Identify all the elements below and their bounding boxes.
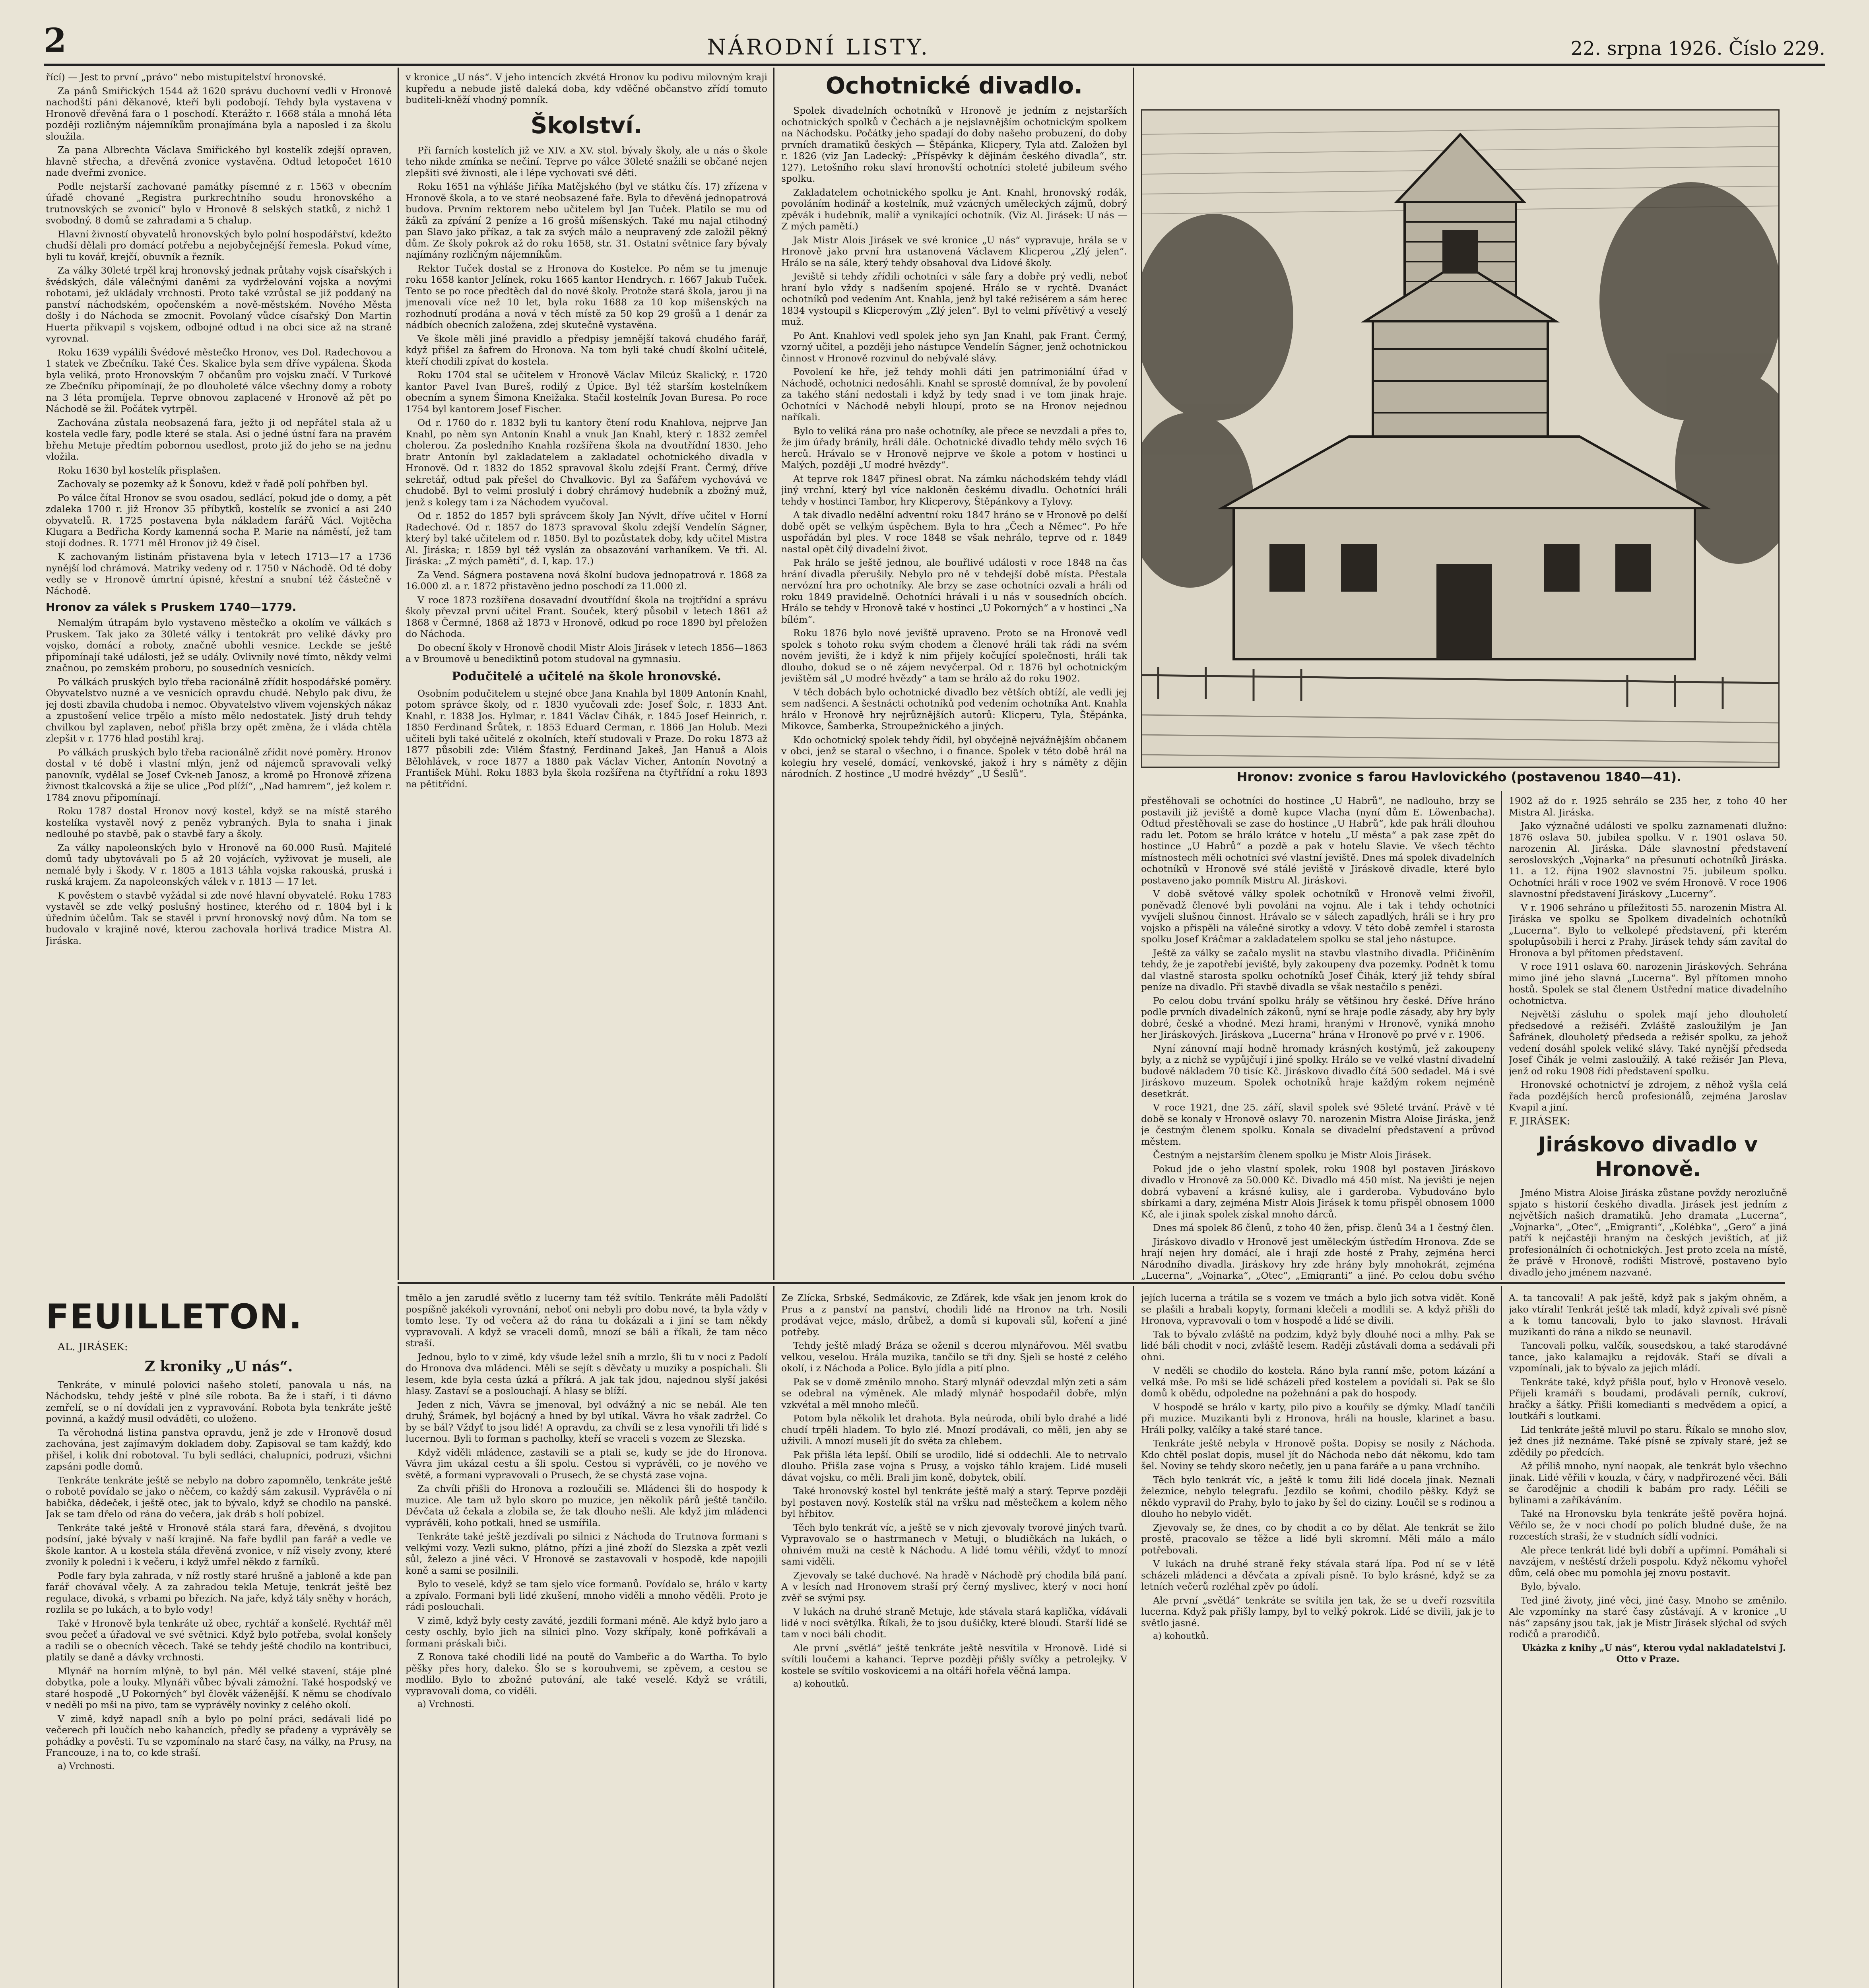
paragraph: Největší zásluhu o spolek mají jeho dlouholetí předsedové a režiséři. Zvláště zasloužilým je Jan Šafránek, dlouholetý předseda a režisér spolku, za jehož vedení dosáhl spolek veliké slávy. Také nynější předseda Josef Čihák je velmi zasloužilý. A také režisér Jan Pleva, jenž od roku 1908 řídí představení spolku.	[1509, 1009, 1787, 1077]
paragraph: Ale první „světlá“ ještě tenkráte ještě nesvítila v Hronově. Lidé si svítili loučemi a kahanci. Teprve později přišly svíčky a petrolejky. V kostele se svítilo voskovicemi a na oltáři hořela věčná lampa.	[781, 1642, 1127, 1676]
paragraph: Pak hrálo se ještě jednou, ale bouřlivé události v roce 1848 na čas hrání divadla přerušily. Nebylo pro ně v tehdejší době místa. Přestala nervózní hra pro ochotníky. Ale brzy se zase ochotníci ozvali a hráli od roku 1849 pravidelně. Ochotníci hrávali i u nás v sousedních obcích. Hrálo se tehdy v Hronově také v hostinci „U Pokorných“ a v hostinci „Na bílém“.	[781, 557, 1127, 625]
paragraph: Také hronovský kostel byl tenkráte ještě malý a starý. Teprve později byl postaven nový. Kostelík stál na vršku nad městečkem a kolem něho byl hřbitov.	[781, 1485, 1127, 1519]
paragraph: Do obecní školy v Hronově chodil Mistr Alois Jirásek v letech 1856—1863 a v Broumově u benediktinů potom studoval na gymnasiu.	[406, 642, 767, 664]
feuilleton-column-5	[1509, 1292, 1787, 1988]
column-4	[1141, 795, 1495, 1280]
paragraph: Jeden z nich, Vávra se jmenoval, byl odvážný a nic se nebál. Ale ten druhý, Šrámek, byl bojácný a hned by byl utíkal. Vávra ho však zadržel. Co by se bál? Vždyť to jsou lidé! A opravdu, za chvíli se z lesa vynořili tři lidé s lucernou. Byli to forman s pacholky, kteří se vraceli s vozem ze Slezska.	[406, 1399, 767, 1444]
column-rule	[773, 1286, 774, 1988]
footnote: a) kohoutků.	[1153, 1631, 1209, 1641]
paragraph: Pak se v domě změnilo mnoho. Starý mlynář odevzdal mlýn zeti a sám se odebral na výměnek. Ale mladý mlynář hospodařil dobře, mlýn vzkvétal a měl mnoho mlečů.	[781, 1376, 1127, 1410]
paragraph: K zachovaným listinám přistavena byla v letech 1713—17 a 1736 nynější lod chrámová. Matriky vedeny od r. 1750 v Náchodě. Od té doby vedly se v Hronově úmrtní úpisné, křestní a snubní též částečně v Náchodě.	[46, 551, 392, 596]
paragraph: V r. 1906 sehráno u příležitosti 55. narozenin Mistra Al. Jiráska ve spolku se Spolkem divadelních ochotníků „Lucerna“. Bylo to velkolepé představení, při kterém spolupůsobili i herci z Prahy. Jirásek tehdy sám zavítal do Hronova a byl přítomen představení.	[1509, 902, 1787, 959]
paragraph: Také v Hronově byla tenkráte už obec, rychtář a konšelé. Rychtář měl svou pečeť a úřadoval ve své světnici. Když bylo potřeba, svolal konšely a radili se o obecních věcech. Také se tehdy ještě chodilo na kontribuci, platily se daně a dávky vrchnosti.	[46, 1617, 392, 1663]
paragraph: Za Vend. Ságnera postavena nová školní budova jednopatrová r. 1868 za 16.000 zl. a r. 1872 přistavěno jedno poschodí za 11.000 zl.	[406, 569, 767, 592]
paragraph: Zjevovaly se, že dnes, co by chodit a co by dělat. Ale tenkrát se žilo prostě, pracovalo se těžce a lidé byli skromní. Měli málo a málo potřebovali.	[1141, 1522, 1495, 1556]
paragraph: Zjevovaly se také duchové. Na hradě v Náchodě prý chodila bílá paní. A v lesích nad Hronovem straší prý černý myslivec, který v noci honí zvěř se svými psy.	[781, 1569, 1127, 1604]
paragraph: Těch bylo tenkrát víc, a ještě se v nich zjevovaly tvorové jiných tvarů. Vypravovalo se o hastrmanech v Metuji, o bludičkách na lukách, o ohnivém muži na cestě k Náchodu. A lidé tomu věřili, vždyť to mnozí sami viděli.	[781, 1522, 1127, 1567]
paragraph: Po celou dobu trvání spolku hrály se většinou hry české. Dříve hráno podle prvních divadelních zákonů, nyní se hraje podle zásady, aby hry byly dobré, české a vhodné. Mezi hrami, hranými v Hronově, vyniká mnoho her Jiráskových. Jiráskova „Lucerna“ hrána v Hronově po prvé v r. 1906.	[1141, 995, 1495, 1040]
paragraph: Potom byla několik let drahota. Byla neúroda, obilí bylo drahé a lidé chudí trpěli hladem. To bylo zlé. Mnozí prodávali, co měli, jen aby se uživili. A mnozí museli jít do světa za chlebem.	[781, 1413, 1127, 1446]
column-rule	[1133, 68, 1134, 1280]
paragraph: Jiráskovo divadlo v Hronově jest uměleckým ústředím Hronova. Zde se hrají nejen hry domácí, ale i hrají zde hosté z Prahy, zejména herci Národního divadla. Jiráskovy hry zde hrány byly mnohokrát, zejména „Lucerna“, „Vojnarka“, „Otec“, „Emigranti“ a jiné. Po celou dobu svého	[1141, 1236, 1495, 1280]
paragraph: Také na Hronovsku byla tenkráte ještě pověra hojná. Věřilo se, že v noci chodí po polích bludné duše, že na rozcestích straší, že v studních sídlí vodníci.	[1509, 1508, 1787, 1542]
footnote: a) Vrchnosti.	[58, 1761, 115, 1771]
paragraph: Bylo to veliká rána pro naše ochotníky, ale přece se nevzdali a přes to, že jim úřady bránily, hráli dále. Ochotnické divadlo tehdy mělo svých 16 herců. Hrávalo se v Hronově nejprve ve škole a potom v hostinci u Malých, později „U modré hvězdy“.	[781, 425, 1127, 470]
paragraph: K pověstem o stavbě vyžádal si zde nové hlavní obyvatelé. Roku 1783 vystavěl se zde velký poslušný hostinec, kterého od r. 1804 byl i k úředním účelům. Tak se stavěl i první hronovský nový dům. Na tom se budovalo v krajině nové, kterou zachovala horlivá tradice Mistra Al. Jiráska.	[46, 889, 392, 946]
paragraph: Po Ant. Knahlovi vedl spolek jeho syn Jan Knahl, pak Frant. Čermý, vzorný učitel, a později jeho nástupce Vendelín Ságner, jenž ochotnickou činnost v Hronově rozvinul do nebývalé slávy.	[781, 330, 1127, 364]
section-heading: Ochotnické divadlo.	[825, 72, 1083, 99]
photo-caption: Hronov: zvonice s farou Havlovického (postavenou 1840—41).	[1236, 769, 1682, 784]
paragraph: Podle nejstarší zachované památky písemné z r. 1563 v obecním úřadě chované „Registra purkrechtního soudu hronovského a trutnovských se zvonicí“ bylo v Hronově 8 selských statků, z nichž 1 svobodný. 8 domů se zahradami a 5 chalup.	[46, 181, 392, 226]
paragraph: A tak divadlo nedělní adventní roku 1847 hráno se v Hronově po delší době opět se velkým úspěchem. Byla to hra „Čech a Němec“. Po hře uspořádán byl ples. V roce 1848 se však nehrálo, teprve od r. 1849 nastal opět čilý divadelní život.	[781, 509, 1127, 555]
paragraph: Ještě za války se začalo myslit na stavbu vlastního divadla. Přičiněním tehdy, že je zapotřebí jeviště, byly zakoupeny dva pozemky. Podnět k tomu dal vlastně starosta spolku ochotníků Josef Čihák, který již tehdy sbíral peníze na divadlo. Při stavbě divadla se však nestačilo s penězi.	[1141, 947, 1495, 992]
feuilleton-column-4	[1141, 1292, 1495, 1988]
story-title: Z kroniky „U nás“.	[144, 1358, 293, 1375]
paragraph: Ted jiné životy, jiné věci, jiné časy. Mnoho se změnilo. Ale vzpomínky na staré časy zůstávají. A v kronice „U nás“ zapsány jsou tak, jak je Mistr Jirásek slýchal od svých rodičů a prarodičů.	[1509, 1594, 1787, 1640]
paragraph: Roku 1630 byl kostelík přisplašen.	[58, 464, 221, 476]
paragraph: Zakladatelem ochotnického spolku je Ant. Knahl, hronovský rodák, povoláním hodinář a kostelník, muž vzácných uměleckých zájmů, dobrý zpěvák i hudebník, malíř a vynikající ochotník. (Viz Al. Jirásek: U nás — Z mých pamětí.)	[781, 186, 1127, 232]
feuilleton-column-2	[406, 1292, 767, 1988]
paragraph: Tehdy ještě mladý Bráza se oženil s dcerou mlynářovou. Měl svatbu velkou, veselou. Hrála muzika, tančilo se tři dny. Sjeli se hosté z celého okolí, i z Náchoda a Police. Bylo jídla a pití plno.	[781, 1340, 1127, 1374]
paragraph: Až příliš mnoho, nyní naopak, ale tenkrát bylo všechno jinak. Lidé věřili v kouzla, v čáry, v nadpřirozené věci. Báli se čarodějnic a chodili k babám pro rady. Léčili se bylinami a zaříkáváním.	[1509, 1460, 1787, 1506]
paragraph: Bylo to veselé, když se tam sjelo více formanů. Povídalo se, hrálo v karty a zpívalo. Formani byli lidé zkušení, mnoho viděli a mnoho věděli. Proto je rádi poslouchali.	[406, 1578, 767, 1612]
paragraph: Zachovaly se pozemky až k Šonovu, kdež v řadě polí pohřben byl.	[58, 478, 368, 489]
paragraph: Mlynář na horním mlýně, to byl pán. Měl velké stavení, stáje plné dobytka, pole a louky. Mlynáři vůbec bývali zámožní. Také hospodský ve staré hospodě „U Pokorných“ byl člověk váženější. K němu se chodívalo v neděli po mši na pivo, tam se vyprávěly novinky z celého okolí.	[46, 1665, 392, 1710]
paragraph: Při farních kostelích již ve XIV. a XV. stol. bývaly školy, ale u nás o škole teho nikde zmínka se nečiní. Teprve po válce 30leté snažili se občané nejen zlepšiti své živnosti, ale i lépe vychovati své děti.	[406, 144, 767, 179]
paragraph: Za války 30leté trpěl kraj hronovský jednak průtahy vojsk císařských i švédských, dále válečnými daněmi za vydrželování vojska a novými robotami, jež ukládaly vrchnosti. Proto také vzrůstal se již poddaný na panství náchodském, opočenském a nově-městském. Nového Města došly i do Náchoda se zmocnit. Povolaný vůdce císařský Don Martin Huerta přikvapil s vojskem, odbojné odtud i na obci sice až na straně vyrovnal.	[46, 265, 392, 344]
paragraph: Zachována zůstala neobsazená fara, ježto ji od nepřátel stala až u kostela vedle fary, podle které se stala. Asi o jedné ústní fara na pravém břehu Metuje předtím pobornou usedlost, proto již do jeho se na jednu vložila.	[46, 417, 392, 462]
paragraph: V zimě, když napadl sníh a bylo po polní práci, sedávali lidé po večerech při loučích nebo kahancích, předly se přadeny a vyprávěly se pohádky a pověsti. Tu se vzpomínalo na staré časy, na války, na Prusy, na Francouze, i na to, co kde straší.	[46, 1713, 392, 1758]
paragraph: Roku 1704 stal se učitelem v Hronově Václav Milcúz Skalický, r. 1720 kantor Pavel Ivan Bureš, rodilý z Úpice. Byl též starším kostelníkem obecním a synem Šimona Kneižaka. Stačil kostelník Jovan Buresa. Po roce 1754 byl kantorem Josef Fischer.	[406, 369, 767, 415]
paragraph: Tenkráte tenkráte ještě se nebylo na dobro zapomnělo, tenkráte ještě o robotě povídalo se jako o něčem, co každý sám zakusil. Vyprávěla o ní babička, dědeček, i ještě otec, jak to bývalo, když se chodilo na panské. Jak se tam dřelo od rána do večera, jak dráb s holí pobízel.	[46, 1474, 392, 1520]
paragraph: V roce 1911 oslava 60. narozenin Jiráskových. Sehrána mimo jiné jeho slavná „Lucerna“. Byl přítomen mnoho hostů. Spolek se stal členem Ústřední matice divadelního ochotnictva.	[1509, 961, 1787, 1006]
paragraph: Jeviště si tehdy zřídili ochotníci v sále fary a dobře prý vedli, neboť hraní bylo vždy s nadšením spojené. Hrálo se v rychtě. Dvanáct ochotníků pod vedením Ant. Knahla, jenž byl také režisérem a sám herec 1834 vystoupil s Klicperovým „Zlý jelen“. Byl to velmi přívětivý a veselý muž.	[781, 271, 1127, 327]
paragraph: Podle fary byla zahrada, v níž rostly staré hrušně a jabloně a kde pan farář chovával včely. A za zahradou tekla Metuje, tenkrát ještě bez regulace, divoká, s vrbami po březích. Na jaře, když tály sněhy v horách, rozlila se po lukách, a to bylo vody!	[46, 1570, 392, 1615]
paragraph: Pokud jde o jeho vlastní spolek, roku 1908 byl postaven Jiráskovo divadlo v Hronově za 50.000 Kč. Divadlo má 450 míst. Na jevišti je nejen dobrá vybavení a krásné kulisy, ale i garderoba. Vybudováno bylo sbírkami a dary, zejména Mistr Alois Jirásek k tomu přispěl obnosem 1000 Kč, ale i jinak spolek získal mnoho dárců.	[1141, 1163, 1495, 1220]
paragraph: A. ta tancovali! A pak ještě, když pak s jakým ohněm, a jako vtírali! Tenkrát ještě tak mladí, když zpívali své písně a k tomu tancovali, bylo to jako slavnost. Hrávali muzikanti do rána a nikdo se neunavil.	[1509, 1292, 1787, 1338]
paragraph: řící) — Jest to první „právo“ nebo mistupitelství hronovské.	[46, 72, 326, 83]
feuilleton-column-3	[781, 1292, 1127, 1988]
paragraph: přestěhovali se ochotníci do hostince „U Habrů“, ne nadlouho, brzy se postavili již jeviště a domě kupce Vlacha (nyní dům E. Löwenbacha). Odtud přestěhovali se zase do hostince „U Habrů“, kde pak hráli dlouhou radu let. Potom se hrálo krátce v hotelu „U města“ a pak zase zpět do hostince „U Habrů“ a pozdě a pak v hotelu Slavie. Ve všech těchto místnostech měli ochotníci své vlastní jeviště. Dnes má spolek divadelních ochotníků v Hronově své stálé jeviště v Jiráskově divadle, které bylo postaveno jako pomník Mistru Al. Jiráskovi.	[1141, 795, 1495, 886]
paragraph: V době světové války spolek ochotníků v Hronově velmi živořil, poněvadž členové byli povoláni na vojnu. Ale i tak i tehdy ochotníci vyvíjeli slušnou činnost. Hrávalo se v sálech zapadlých, hráli se i hry pro vojsko a přispěli na válečné sirotky a vdovy. V této době zemřel i starosta spolku Josef Kráčmar a zakladatelem spolku se stal jeho nástupce.	[1141, 888, 1495, 945]
column-rule	[1501, 791, 1502, 1280]
paragraph: Za chvíli přišli do Hronova a rozloučili se. Mládenci šli do hospody k muzice. Ale tam už bylo skoro po muzice, jen několik párů ještě tančilo. Děvčata už čekala a zlobila se, že tak dlouho nešli. Ale když jim mládenci vyprávěli, koho potkali, hned se usmířila.	[406, 1483, 767, 1528]
paragraph: V zimě, když byly cesty zaváté, jezdili formani méně. Ale když bylo jaro a cesty oschly, bylo jich na silnici plno. Vozy skřípaly, koně pofrkávali a formani práskali biči.	[406, 1615, 767, 1649]
column-rule	[398, 1286, 399, 1988]
paragraph: Jak Mistr Alois Jirásek ve své kronice „U nás“ vypravuje, hrála se v Hronově jako první hra ustanovená Václavem Klicperou „Zlý jelen“. Hrálo se na sále, který tehdy obsahoval dva Lidové školy.	[781, 234, 1127, 268]
footnote: a) Vrchnosti.	[417, 1699, 475, 1709]
column-5	[1509, 795, 1787, 1280]
masthead	[44, 16, 1825, 66]
paragraph: Za pánů Smiřických 1544 až 1620 správu duchovní vedli v Hronově nachodští páni děkanové, kteří byli podobojí. Tehdy byla vystavena v Hronově dřevěná fara o 1 poschodí. Kterážto r. 1668 stála a mnohá léta později rozličným nájemníkům pronajímána byla a naposled i za školu sloužila.	[46, 85, 392, 142]
page-number: 2	[44, 21, 67, 60]
column-rule	[773, 68, 774, 1280]
paragraph: Jméno Mistra Aloise Jiráska zůstane povždy nerozlučně spjato s historií českého divadla. Jirásek jest jedním z největších našich dramatiků. Jeho dramata „Lucerna“, „Vojnarka“, „Otec“, „Emigranti“, „Kolébka“, „Gero“ a jiná patří k nejčastěji hraným na českých jevištích, ať již profesionálních či ochotnických. Jest proto zcela na místě, že právě v Hronově, rodišti Mistrově, postaveno bylo divadlo jeho jménem nazvané.	[1509, 1187, 1787, 1278]
article-title: Jiráskovo divadlo v Hronově.	[1538, 1133, 1758, 1181]
paragraph: Bylo, bývalo.	[1521, 1581, 1581, 1592]
paragraph: Z Ronova také chodili lidé na poutě do Vambeřic a do Wartha. To bylo pěšky přes hory, daleko. Šlo se s korouhvemi, se zpěvem, a cestou se modlilo. Bylo to zbožné putování, ale také veselé. Když se vrátili, vypravovali doma, co viděli.	[406, 1651, 767, 1697]
column-rule	[398, 68, 399, 1280]
paragraph: V neděli se chodilo do kostela. Ráno byla ranní mše, potom kázání a velká mše. Po mši se lidé scházeli před kostelem a povídali si. Pak se šlo domů k obědu, odpoledne na požehnání a pak do hospody.	[1141, 1365, 1495, 1399]
paragraph: Nyní zánovní mají hodně hromady krásných kostýmů, jež zakoupeny byly, a z nichž se vypůjčují i jiné spolky. Hrálo se ve velké vlastní divadelní budově nákladem 70 tisíc Kč. Jiráskovo divadlo čítá 500 sedadel. Má i své Jiráskovo muzeum. Spolek ochotníků hraje každým rokem nejméně desetkrát.	[1141, 1043, 1495, 1099]
paragraph: Lid tenkráte ještě mluvil po staru. Říkalo se mnoho slov, jež dnes již neznáme. Také písně se zpívaly staré, jež se zdědily po předcích.	[1509, 1424, 1787, 1458]
paragraph: jejích lucerna a trátila se s vozem ve tmách a bylo jich sotva vidět. Koně se plašili a hrabali kopyty, formani klečeli a modlili se. A když přišli do Hronova, vypravovali o tom v hospodě a lidé se divili.	[1141, 1292, 1495, 1326]
article-author: F. JIRÁSEK:	[1509, 1115, 1570, 1127]
paragraph: Když viděli mládence, zastavili se a ptali se, kudy se jde do Hronova. Vávra jim ukázal cestu a šli spolu. Cestou si vyprávěli, co je nového ve světě, a formani vypravovali o Prusech, že se chystá zase vojna.	[406, 1446, 767, 1481]
paragraph: Po válkách pruských bylo třeba racionálně zřídit hospodářské poměry. Obyvatelstvo nuzné a ve vesnicích opravdu chudé. Nebylo pak divu, že jej dosti zbavila chudoba i nemoc. Obyvatelstvo vlivem vojenských nákaz a zpustošení velice trpělo a místo mělo nedostatek. Jistý druh tehdy chvilkou byl zaplaven, neboť přišla brzy opět změna, že i vláda chtěla zlepšit v r. 1776 hlad postihl kraj.	[46, 676, 392, 744]
paragraph: Pak přišla léta lepší. Obilí se urodilo, lidé si oddechli. Ale to netrvalo dlouho. Přišla zase vojna s Prusy, a vojsko táhlo krajem. Lidé museli dávat vojsku, co měli. Brali jim koně, dobytek, obilí.	[781, 1449, 1127, 1483]
paragraph: V roce 1873 rozšířena dosavadní dvoutřídní škola na trojtřídní a správu školy převzal první učitel Frant. Souček, který působil v letech 1861 až 1868 v Čermné, 1868 až 1873 v Hronově, odkud po roce 1890 byl přeložen do Náchoda.	[406, 594, 767, 639]
paper-name: NÁRODNÍ LISTY.	[707, 35, 930, 60]
footnote: a) kohoutků.	[793, 1679, 849, 1689]
section-heading: Školství.	[530, 111, 642, 139]
paragraph: Kdo ochotnický spolek tehdy řídil, byl obyčejně nejvážnějším občanem v obci, jenž se staral o všechno, i o finance. Spolek v této době hrál na kolegiu hry veselé, domácí, venkovské, jakož i hry s náměty z dějin národních. Z hostince „U modré hvězdy“ „U Šeslů“.	[781, 734, 1127, 779]
issue-date: 22. srpna 1926. Číslo 229.	[1570, 37, 1825, 60]
paragraph: Jednou, bylo to v zimě, kdy všude ležel sníh a mrzlo, šli tu v noci z Padolí do Hronova dva mládenci. Měli se sejít s děvčaty u muziky a pospíchali. Šli lesem, kde byla cesta úzká a příkrá. A jak tak jdou, najednou slyší jakési hlasy. Zastaví se a poslouchají. A hlasy se blíží.	[406, 1351, 767, 1396]
column-1	[46, 72, 392, 1286]
paragraph: Ve škole měli jiné pravidlo a předpisy jemnější taková chudého farář, když přišel za šafrem do Hronova. Na tom byli také chudí školní učitelé, kteří chodili zpívat do kostela.	[406, 333, 767, 367]
paragraph: Jako význačné události ve spolku zaznamenati dlužno: 1876 oslava 50. jubilea spolku. V r. 1901 oslava 50. narozenin Al. Jiráska. Dále slavnostní představení seroslovských „Vojnarka“ na přesunutí ochotníků Jiráska. 11. a 12. října 1902 slavnostní 75. jubileum spolku. Ochotníci hráli v roce 1902 ve svém Hronově. V roce 1906 slavnostní představení Jiráskovy „Lucerny“.	[1509, 820, 1787, 899]
paragraph: v kronice „U nás“. V jeho intencích zkvétá Hronov ku podivu milovným kraji kupředu a nebude jistě daleká doba, kdy vděčné občanstvo zřídí tomuto buditeli-kněží vhodný pomník.	[406, 72, 767, 105]
paragraph: Ale první „světlá“ tenkráte se svítila jen tak, že se u dveří rozsvítila lucerna. Když pak přišly lampy, byl to velký pokrok. Lidé se divili, jak je to světlo jasné.	[1141, 1594, 1495, 1629]
paragraph: Tenkráte ještě nebyla v Hronově pošta. Dopisy se nosily z Náchoda. Kdo chtěl poslat dopis, musel jít do Náchoda nebo dát někomu, kdo tam šel. Noviny se tehdy skoro nečetly, jen u pana faráře a u pana vrchního.	[1141, 1438, 1495, 1472]
column-rule	[1133, 1286, 1134, 1988]
paragraph: V lukách na druhé straně řeky stávala stará lípa. Pod ní se v létě scházeli mládenci a děvčata a zpívali písně. To bylo krásné, když se za letních večerů rozléhal zpěv po údolí.	[1141, 1558, 1495, 1592]
paragraph: Hronovské ochotnictví je zdrojem, z něhož vyšla celá řada pozdějších herců profesionálů, zejména Jaroslav Kvapil a jiní.	[1509, 1079, 1787, 1113]
paragraph: Tancovali polku, valčík, sousedskou, a také starodávné tance, jako kalamajku a rejdovák. Staří se dívali a vzpomínali, jak to bývalo za jejich mládí.	[1509, 1340, 1787, 1374]
paragraph: Čestným a nejstarším členem spolku je Mistr Alois Jirásek.	[1153, 1149, 1432, 1161]
paragraph: V hospodě se hrálo v karty, pilo pivo a kouřily se dýmky. Mladí tančili při muzice. Muzikanti byli z Hronova, hráli na housle, klarinet a basu. Hráli polky, valčíky a také staré tance.	[1141, 1401, 1495, 1435]
paragraph: Spolek divadelních ochotníků v Hronově je jedním z nejstarších ochotnických spolků v Čechách a je nejslavnějším ochotnickým spolkem na Náchodsku. Počátky jeho spadají do doby našeho probuzení, do doby prvních dramatiků českých — Štěpánka, Klicpery, Tyla atd. Založen byl r. 1826 (viz Jan Ladecký: „Příspěvky k dějinám českého divadla“, str. 127). Letošního roku slaví hronovští ochotníci stoleté jubileum svého spolku.	[781, 105, 1127, 184]
column-rule	[1501, 1286, 1502, 1988]
drawing-illustration	[1142, 111, 1778, 767]
paragraph: Za pana Albrechta Václava Smiřického byl kostelík zdejší opraven, hlavně střecha, a dřevěná zvonice vystavěna. Odtud letopočet 1610 nade dveřmi zvonice.	[46, 144, 392, 178]
paragraph: Po válce čítal Hronov se svou osadou, sedlácí, pokud jde o domy, a pět zdaleka 1700 r. již Hronov 35 příbytků, kostelík se zvonicí a asi 240 obyvatelů. R. 1725 postavena byla nákladem farářů Václ. Vojtěcha Klugara a Bedřicha Kordy kamenná socha P. Marie na náměstí, jež tam stojí dodnes. R. 1771 měl Hronov již 49 čísel.	[46, 492, 392, 549]
feuilleton-column-1	[46, 1292, 392, 1988]
subsection-heading: Podučitelé a učitelé na škole hronovské.	[452, 669, 721, 683]
paragraph: Roku 1639 vypálili Švédové městečko Hronov, ves Dol. Radechovou a 1 statek ve Zbečníku. Také Čes. Skalice byla sem dříve vypálena. Škoda byla veliká, proto Hronovským 7 občanům pro vojsku značí. V Turkové ze Zbečníku připomínají, že po dlouholeté válce všechny domy a roboty na 3 léta promíjela. Teprve obnovou zaplacené v Hronově až pět po Náchodě se žil. Počátek vytrpěl.	[46, 346, 392, 414]
paragraph: Tenkráte také ještě jezdívali po silnici z Náchoda do Trutnova formani s velkými vozy. Vezli sukno, plátno, přízi a jiné zboží do Slezska a zpět vezli sůl, železo a jiné věci. V Hronově se zastavovali v hospodě, kde napojili koně a sami se posilnili.	[406, 1531, 767, 1576]
paragraph: Povolení ke hře, jež tehdy mohli dáti jen patrimoniální úřad v Náchodě, ochotníci nedosáhli. Knahl se sprostě domníval, že by povolení za takého stání nedostali i když by tedy snad i ve tom jinak hraje. Ochotníci v Náchodě nebyli hloupí, proto se na Hronov nejednou naříkali.	[781, 366, 1127, 423]
paragraph: Hlavní živností obyvatelů hronovských bylo polní hospodářství, kdežto chudší dělali pro domácí potřebu a nejobyčejnější řemesla. Pokud víme, byli tu kovář, krejčí, obuvník a řezník.	[46, 228, 392, 262]
column-2	[406, 72, 767, 1280]
paragraph: V lukách na druhé straně Metuje, kde stávala stará kaplička, vídávali lidé v noci světýlka. Říkali, že to jsou dušičky, které bloudí. Starší lidé se tam v noci báli chodit.	[781, 1606, 1127, 1640]
photo-bell-tower	[1141, 109, 1780, 768]
paragraph: At teprve rok 1847 přinesl obrat. Na zámku náchodském tehdy vládl jiný vrchní, který byl více nakloněn českému divadlu. Ochotníci hráli tehdy v hostinci Tambor, hry Klicperovy, Štěpánkovy a Tylovy.	[781, 473, 1127, 507]
paragraph: tmělo a jen zarudlé světlo z lucerny tam též svítilo. Tenkráte měli Padolští pospíšně jakékoli vyrovnání, neboť oni nebyli pro dobu nové, ta byla vždy v tomto lese. Ty od večera až do rána tu dokázali a i jiní se tam někdy vypravovali. A když se vraceli domů, mnozí se báli a říkali, že tam něco straší.	[406, 1292, 767, 1349]
section-heading: Hronov za válek s Pruskem 1740—1779.	[46, 600, 297, 613]
paragraph: Těch bylo tenkrát víc, a ještě k tomu žili lidé docela jinak. Neznali železnice, nebylo telegrafu. Jezdilo se koňmi, chodilo pěšky. Když se někdo vypravil do Prahy, bylo to jako by šel do ciziny. Loučil se s rodinou a dlouho ho nebylo vidět.	[1141, 1474, 1495, 1519]
paragraph: V těch dobách bylo ochotnické divadlo bez větších obtíží, ale vedli jej sem nadšenci. A šestnácti ochotníků pod vedením ochotníka Ant. Knahla hrálo v Hronově hry nejrůznějších autorů: Klicperu, Tyla, Štěpánka, Mikovce, Šamberka, Stroupežnického a jiných.	[781, 686, 1127, 732]
paragraph: Od r. 1852 do 1857 byli správcem školy Jan Nývlt, dříve učitel v Horní Radechové. Od r. 1857 do 1873 spravoval školu zdejší Vendelín Ságner, který byl také učitelem od r. 1850. Byl to pozůstatek doby, kdy učitel Mistra Al. Jiráska; r. 1859 byl též vyslán za obsazování varhaníkem. Ve tři. Al. Jiráska: „Z mých pamětí“, d. I, kap. 17.)	[406, 510, 767, 567]
feuilleton-heading: FEUILLETON.	[46, 1297, 303, 1337]
feuilleton-rule	[398, 1282, 1785, 1284]
paragraph: Roku 1876 bylo nové jeviště upraveno. Proto se na Hronově vedl spolek s tohoto roku svým chodem a členové hráli tak rádi na svém novém jevišti, že i když k nim přijely kočující společnosti, hráli tak dlouho, dokud se o ně zájem nevyčerpal. Od r. 1876 byl ochotnickým jevištěm sál „U modré hvězdy“ a tam se hrálo až do roku 1902.	[781, 627, 1127, 684]
column-3	[781, 72, 1127, 1280]
paragraph: Tak to bývalo zvláště na podzim, když byly dlouhé noci a mlhy. Pak se lidé báli chodit v noci, zvláště lesem. Raději zůstávali doma a sedávali při ohni.	[1141, 1328, 1495, 1363]
story-author: AL. JIRÁSEK:	[58, 1341, 128, 1353]
paragraph: 1902 až do r. 1925 sehrálo se 235 her, z toho 40 her Mistra Al. Jiráska.	[1509, 795, 1787, 818]
paragraph: Za války napoleonských bylo v Hronově na 60.000 Rusů. Majitelé domů tady ubytovávali po 5 až 20 vojácích, vyživovat je museli, ale nemalé byly i škody. V r. 1805 a 1813 táhla vojska rakouská, pruská i ruská krajem. Za napoleonských válek v r. 1813 — 17 let.	[46, 842, 392, 887]
paragraph: Osobním podučitelem u stejné obce Jana Knahla byl 1809 Antonín Knahl, potom správce školy, od r. 1830 vyučovali zde: Josef Šolc, r. 1833 Ant. Knahl, r. 1838 Jos. Hylmar, r. 1841 Václav Čihák, r. 1845 Josef Heinrich, r. 1850 Ferdinand Šrůtek, r. 1853 Eduard Cerman, r. 1866 Jan Holub. Mezi učiteli byli také učitelé z okolních, kteří studovali v Praze. Do roku 1873 až 1877 působili zde: Vilém Šťastný, Ferdinand Jakeš, Jan Hanuš a Alois Bělohlávek, v roce 1877 a 1880 pak Václav Vicher, Antonín Novotný a František Mühl. Roku 1883 byla škola rozšířena na čtyřtřídní a roku 1893 na pětitřídní.	[406, 687, 767, 790]
paragraph: V roce 1921, dne 25. září, slavil spolek své 95leté trvání. Právě v té době se konaly v Hronově oslavy 70. narozenin Mistra Aloise Jiráska, jenž je čestným členem spolku. Konala se divadelní představení a průvod městem.	[1141, 1102, 1495, 1147]
paragraph: Tenkráte také, když přišla pouť, bylo v Hronově veselo. Přijeli kramáři s boudami, prodávali perník, cukroví, hračky a šátky. Přišli komedianti s medvědem a opicí, a loutkáři s loutkami.	[1509, 1376, 1787, 1421]
footnote: Ukázka z knihy „U nás“, kterou vydal nakladatelství J. Otto v Praze.	[1522, 1642, 1786, 1664]
paragraph: Po válkách pruských bylo třeba racionálně zřídit nové poměry. Hronov dostal v té době i vlastní mlýn, jenž od nájemců spravovali velký panovník, vydělal se Josef Cvk-neb Janosz, a kromě po Hronově zřízena živnost tkalcovská a žije se ulice „Pod plíží“, „Nad hamrem“, jež kolem r. 1784 znovu připomínají.	[46, 746, 392, 803]
paragraph: Roku 1787 dostal Hronov nový kostel, když se na místě starého kostelíka vystavěl nový z peněz vybraných. Byla to snaha i jinak nedlouhé po stavbě, pak o stavbě fary a školy.	[46, 806, 392, 839]
paragraph: Rektor Tuček dostal se z Hronova do Kostelce. Po něm se tu jmenuje roku 1658 kantor Jelínek, roku 1665 kantor Hendrych. r. 1667 Jakub Tuček. Tento se po roce předtěch dal do nové školy. Protože stará škola, jarou ji na jmenovali více než 10 let, byla roku 1688 za 10 kop míšenských na rozhodnutí prodána a nová v těch místě za 50 kop 29 grošů a 1 denár za nádbích obecních založena, zdej skutečně vystavěna.	[406, 262, 767, 330]
paragraph: Ta věrohodná listina panstva opravdu, jenž je zde v Hronově dosud zachována, jest zajímavým dokladem doby. Zapisoval se tam každý, kdo přišel, i kolik dní robotoval. Tu byli sedláci, chalupníci, podruzi, všichni zapsáni podle domů.	[46, 1427, 392, 1472]
paragraph: Tenkráte, v minulé polovici našeho století, panovala u nás, na Náchodsku, tehdy ještě v plné síle robota. Ba že i staří, i ti dávno zemřelí, se o ní dovídali jen z vypravování. Robota byla tenkráte ještě povinná, a každý musil odváděti, co uloženo.	[46, 1379, 392, 1424]
paragraph: Nemalým útrapám bylo vystaveno městečko a okolím ve válkách s Pruskem. Tak jako za 30leté války i tentokrát pro veliké dávky pro vojsko, domácí a roboty, značně ubohli vesnice. Leckde se ještě připomínají také události, jež se udály. Ovlivnily nové tímto, někdy velmi značnou, po zemském proboru, po sousedních vesnicích.	[46, 617, 392, 674]
paragraph: Dnes má spolek 86 členů, z toho 40 žen, přisp. členů 34 a 1 čestný člen.	[1153, 1222, 1494, 1233]
paragraph: Ze Zlícka, Srbské, Sedmákovic, ze Zďárek, kde však jen jenom krok do Prus a z panství na panství, chodili lidé na Hronov na trh. Nosili prodávat vejce, máslo, drůbež, a domů si kupovali sůl, koření a jiné potřeby.	[781, 1292, 1127, 1338]
paragraph: Tenkráte také ještě v Hronově stála stará fara, dřevěná, s dvojitou podsíní, jaké bývaly v naší krajině. Na faře bydlil pan farář a vedle ve škole kantor. A u kostela stála dřevěná zvonice, v níž visely zvony, které zvonily k poledni i k večeru, i když umřel někdo z farníků.	[46, 1522, 392, 1567]
paragraph: Od r. 1760 do r. 1832 byli tu kantory čtení rodu Knahlova, nejprve Jan Knahl, po něm syn Antonín Knahl a vnuk Jan Knahl, který r. 1832 zemřel cholerou. Za posledního Knahla rozšířena škola na dvoutřídní 1830. Jeho bratr Antonín byl zakladatelem a zakladatel ochotnického divadla v Hronově. Od r. 1832 do 1852 spravoval školu zdejší Frant. Čermý, dříve sekretář, odtud pak přešel do Chvalkovic. Byl za Šafářem vychovává ve chudobě. Byl to velmi proslulý i dobrý chrámový hudebník a zbožný muž, jenž s kolegy tam i za Náchodem vyučoval.	[406, 417, 767, 508]
paragraph: Roku 1651 na výhláše Jiříka Matějského (byl ve státku čís. 17) zřízena v Hronově škola, a to ve staré neobsazené faře. Byla to dřevěná jednopatrová budova. Prvním rektorem nebo učitelem byl Jan Tuček. Platilo se mu od žáků za zpívání 2 peníze a 16 grošů míšenských. Také mu najal ctihodný pan Slavo jako příkaz, a tak za svých málo a neupravený zde založil pěkný dům. Ze školy pokrok až do roku 1658, str. 31. Ostatní světnice fary bývaly najímány rozličným nájemníkům.	[406, 181, 767, 260]
paragraph: Ale přece tenkrát lidé byli dobří a upřímní. Pomáhali si navzájem, v neštěstí drželi pospolu. Když někomu vyhořel dům, celá obec mu pomohla jej znovu postavit.	[1509, 1544, 1787, 1578]
